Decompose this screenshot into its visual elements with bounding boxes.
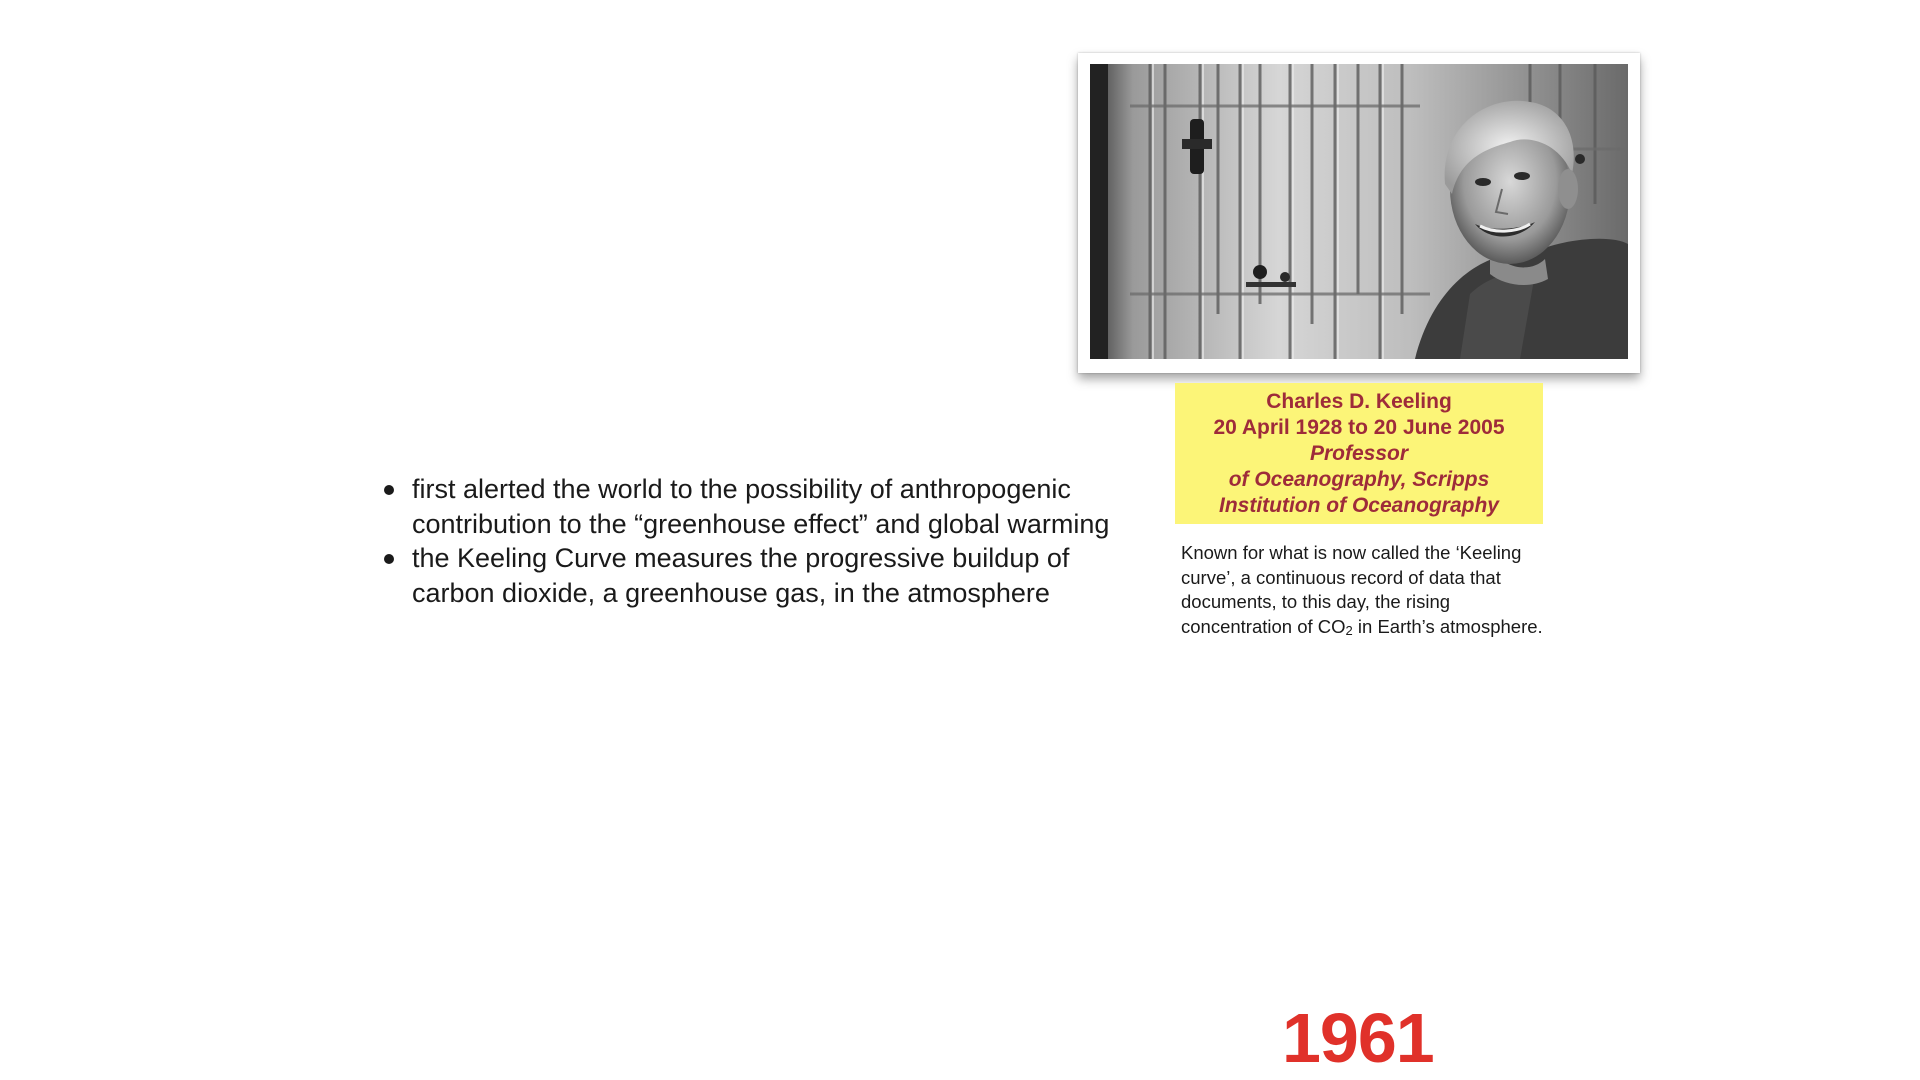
bullet-text: the Keeling Curve measures the progressive buildup of carbon dioxide, a greenhouse gas, in the atmosphere — [412, 543, 1070, 608]
portrait-photo-frame — [1078, 53, 1640, 373]
bullet-item — [384, 472, 1124, 541]
known-for-tail: in Earth’s atmosphere. — [1352, 615, 1543, 637]
person-title: of Oceanography, Scripps — [1228, 468, 1490, 491]
bullet-item — [384, 541, 1124, 610]
year-label: 1961 — [1282, 999, 1434, 1077]
person-dates: 20 April 1928 to 20 June 2005 — [1213, 416, 1505, 439]
person-title: Institution of Oceanography — [1218, 494, 1499, 517]
person-title: Professor — [1309, 442, 1409, 465]
known-for-body: Known for what is now called the ‘Keeling curve’, a continuous record of data that documents, to this day, the rising concentration of CO — [1181, 542, 1522, 637]
bullet-text: first alerted the world to the possibility of anthropogenic contribution to the “greenhouse effect” and global warming — [412, 474, 1110, 539]
bullet-dot-icon — [384, 554, 394, 564]
portrait-photo — [1090, 64, 1628, 359]
person-name: Charles D. Keeling — [1266, 390, 1452, 413]
bullet-dot-icon — [384, 485, 394, 495]
caption-box — [1175, 383, 1543, 524]
co2-subscript: 2 — [1345, 622, 1353, 638]
known-for-text — [1181, 541, 1551, 643]
bullet-list — [384, 472, 1124, 610]
